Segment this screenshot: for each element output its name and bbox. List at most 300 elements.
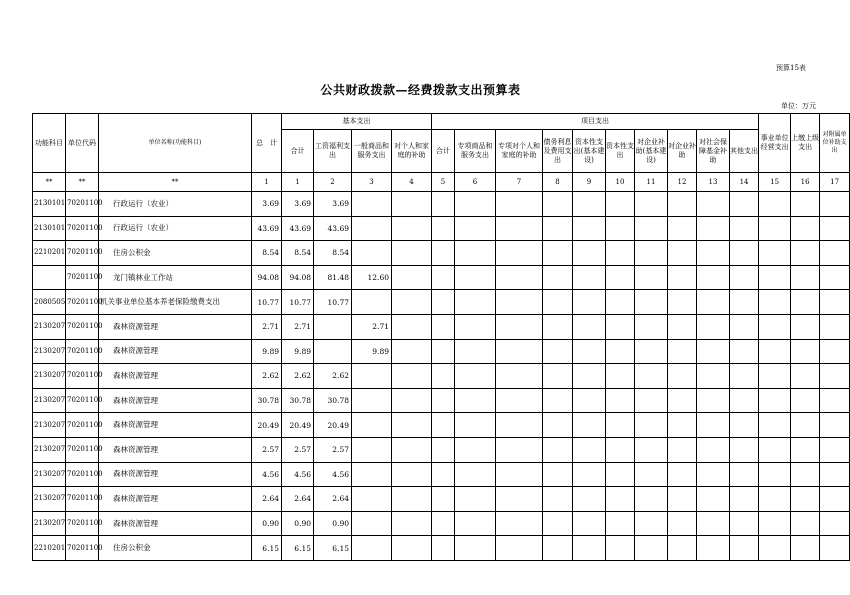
total-cell: 30.78: [252, 388, 282, 413]
table-row: [33, 241, 850, 266]
empty-cell: [668, 462, 697, 487]
empty-cell: [606, 536, 635, 561]
table-row: [33, 536, 850, 561]
empty-cell: [635, 462, 668, 487]
empty-cell: [496, 290, 543, 315]
empty-cell: [496, 437, 543, 462]
empty-cell: [668, 192, 697, 217]
personal-cell: [392, 536, 432, 561]
index-cell: 15: [759, 173, 791, 192]
unit-code-cell: 70201100: [66, 413, 99, 438]
empty-cell: [455, 241, 496, 266]
header-project-personal: 专项对个人和家庭的补助: [496, 130, 543, 173]
header-project-total: 合计: [432, 130, 455, 173]
index-cell: 1: [252, 173, 282, 192]
empty-cell: [697, 290, 730, 315]
personal-cell: [392, 192, 432, 217]
table-row: [33, 314, 850, 339]
header-project-capital-build: 资本性支出(基本建设): [573, 130, 606, 173]
unit-code-cell: 70201100: [66, 192, 99, 217]
empty-cell: [820, 290, 850, 315]
basic-total-cell: 8.54: [282, 241, 314, 266]
empty-cell: [820, 241, 850, 266]
empty-cell: [697, 511, 730, 536]
empty-cell: [791, 413, 820, 438]
empty-cell: [455, 511, 496, 536]
unit-code-cell: 70201100: [66, 314, 99, 339]
empty-cell: [759, 339, 791, 364]
empty-cell: [496, 241, 543, 266]
goods-cell: [352, 487, 392, 512]
empty-cell: [455, 536, 496, 561]
empty-cell: [759, 462, 791, 487]
empty-cell: [543, 388, 573, 413]
empty-cell: [730, 413, 759, 438]
empty-cell: [496, 536, 543, 561]
empty-cell: [455, 462, 496, 487]
table-row: [33, 192, 850, 217]
empty-cell: [759, 536, 791, 561]
empty-cell: [496, 462, 543, 487]
empty-cell: [573, 241, 606, 266]
empty-cell: [668, 241, 697, 266]
empty-cell: [496, 314, 543, 339]
index-cell: 7: [496, 173, 543, 192]
goods-cell: [352, 437, 392, 462]
goods-cell: 2.71: [352, 314, 392, 339]
index-cell: 17: [820, 173, 850, 192]
empty-cell: [432, 192, 455, 217]
empty-cell: [635, 536, 668, 561]
empty-cell: [543, 314, 573, 339]
unit-name-cell: 龙门镇林业工作站: [99, 265, 252, 290]
index-cell: 14: [730, 173, 759, 192]
wages-cell: 3.69: [314, 192, 352, 217]
wages-cell: 2.62: [314, 364, 352, 389]
empty-cell: [496, 413, 543, 438]
empty-cell: [820, 413, 850, 438]
goods-cell: [352, 364, 392, 389]
empty-cell: [697, 437, 730, 462]
func-code-cell: 2130101: [33, 216, 66, 241]
empty-cell: [573, 290, 606, 315]
empty-cell: [543, 462, 573, 487]
basic-total-cell: 43.69: [282, 216, 314, 241]
empty-cell: [635, 388, 668, 413]
total-cell: 0.90: [252, 511, 282, 536]
basic-total-cell: 10.77: [282, 290, 314, 315]
empty-cell: [730, 536, 759, 561]
header-project-enterprise-build: 对企业补助(基本建设): [635, 130, 668, 173]
index-cell: 9: [573, 173, 606, 192]
empty-cell: [606, 462, 635, 487]
wages-cell: 30.78: [314, 388, 352, 413]
total-cell: 2.62: [252, 364, 282, 389]
table-row: [33, 216, 850, 241]
table-row: [33, 364, 850, 389]
empty-cell: [730, 462, 759, 487]
empty-cell: [668, 487, 697, 512]
index-cell: 6: [455, 173, 496, 192]
empty-cell: [496, 511, 543, 536]
basic-total-cell: 2.71: [282, 314, 314, 339]
budget-table: [32, 113, 850, 561]
empty-cell: [697, 339, 730, 364]
func-code-cell: 2130207: [33, 364, 66, 389]
basic-total-cell: 94.08: [282, 265, 314, 290]
unit-name-cell: 住房公积金: [99, 241, 252, 266]
header-extra-remit: 上缴上级支出: [791, 114, 820, 173]
empty-cell: [759, 192, 791, 217]
unit-code-cell: 70201100: [66, 388, 99, 413]
empty-cell: [730, 216, 759, 241]
personal-cell: [392, 511, 432, 536]
basic-total-cell: 2.62: [282, 364, 314, 389]
empty-cell: [730, 339, 759, 364]
empty-cell: [820, 437, 850, 462]
wages-cell: [314, 314, 352, 339]
goods-cell: 9.89: [352, 339, 392, 364]
empty-cell: [573, 339, 606, 364]
empty-cell: [432, 388, 455, 413]
total-cell: 2.57: [252, 437, 282, 462]
empty-cell: [668, 536, 697, 561]
empty-cell: [496, 364, 543, 389]
header-basic-total: 合计: [282, 130, 314, 173]
wages-cell: 2.57: [314, 437, 352, 462]
empty-cell: [606, 413, 635, 438]
empty-cell: [791, 462, 820, 487]
empty-cell: [697, 314, 730, 339]
personal-cell: [392, 216, 432, 241]
personal-cell: [392, 265, 432, 290]
empty-cell: [697, 265, 730, 290]
wages-cell: 4.56: [314, 462, 352, 487]
func-code-cell: [33, 265, 66, 290]
empty-cell: [668, 314, 697, 339]
table-row: [33, 388, 850, 413]
unit-name-cell: 住房公积金: [99, 536, 252, 561]
empty-cell: [759, 437, 791, 462]
header-project-goods: 专项商品和服务支出: [455, 130, 496, 173]
personal-cell: [392, 364, 432, 389]
total-cell: 43.69: [252, 216, 282, 241]
func-code-cell: 2130207: [33, 413, 66, 438]
empty-cell: [730, 487, 759, 512]
unit-name-cell: 森林资源管理: [99, 388, 252, 413]
empty-cell: [697, 364, 730, 389]
total-cell: 2.64: [252, 487, 282, 512]
empty-cell: [455, 265, 496, 290]
empty-cell: [730, 241, 759, 266]
unit-name-cell: 森林资源管理: [99, 437, 252, 462]
empty-cell: [791, 216, 820, 241]
empty-cell: [455, 314, 496, 339]
wages-cell: 0.90: [314, 511, 352, 536]
empty-cell: [573, 314, 606, 339]
empty-cell: [573, 388, 606, 413]
header-project-other: 其他支出: [730, 130, 759, 173]
empty-cell: [759, 216, 791, 241]
empty-cell: [791, 536, 820, 561]
total-cell: 2.71: [252, 314, 282, 339]
empty-cell: [635, 216, 668, 241]
empty-cell: [791, 265, 820, 290]
wages-cell: 81.48: [314, 265, 352, 290]
empty-cell: [697, 462, 730, 487]
empty-cell: [496, 339, 543, 364]
header-func-code: 功能科目: [33, 114, 66, 173]
func-code-cell: 2130207: [33, 437, 66, 462]
total-cell: 9.89: [252, 339, 282, 364]
empty-cell: [432, 462, 455, 487]
empty-cell: [759, 388, 791, 413]
unit-name-cell: 机关事业单位基本养老保险缴费支出: [99, 290, 252, 315]
func-code-cell: 2210201: [33, 241, 66, 266]
table-row: [33, 462, 850, 487]
index-row: [33, 173, 850, 192]
empty-cell: [635, 265, 668, 290]
empty-cell: [606, 388, 635, 413]
goods-cell: 12.60: [352, 265, 392, 290]
unit-code-cell: 70201100: [66, 364, 99, 389]
header-extra-business: 事业单位经营支出: [759, 114, 791, 173]
empty-cell: [730, 290, 759, 315]
func-code-cell: 2210201: [33, 536, 66, 561]
table-row: [33, 413, 850, 438]
empty-cell: [573, 364, 606, 389]
header-basic-personal: 对个人和家庭的补助: [392, 130, 432, 173]
empty-cell: [455, 339, 496, 364]
unit-label: 单位：万元: [781, 102, 816, 110]
empty-cell: [820, 192, 850, 217]
empty-cell: [606, 216, 635, 241]
empty-cell: [820, 314, 850, 339]
empty-cell: [730, 364, 759, 389]
empty-cell: [820, 216, 850, 241]
func-code-cell: 2130101: [33, 192, 66, 217]
empty-cell: [543, 241, 573, 266]
empty-cell: [606, 241, 635, 266]
empty-cell: [668, 290, 697, 315]
empty-cell: [432, 265, 455, 290]
wages-cell: 8.54: [314, 241, 352, 266]
empty-cell: [820, 511, 850, 536]
unit-code-cell: 70201100: [66, 339, 99, 364]
unit-name-cell: 森林资源管理: [99, 364, 252, 389]
empty-cell: [759, 511, 791, 536]
empty-cell: [455, 290, 496, 315]
empty-cell: [635, 437, 668, 462]
goods-cell: [352, 536, 392, 561]
empty-cell: [606, 265, 635, 290]
func-code-cell: 2130207: [33, 388, 66, 413]
unit-code-cell: 70201100: [66, 437, 99, 462]
empty-cell: [496, 388, 543, 413]
unit-name-cell: 森林资源管理: [99, 413, 252, 438]
empty-cell: [668, 413, 697, 438]
empty-cell: [455, 437, 496, 462]
empty-cell: [573, 216, 606, 241]
wages-cell: 2.64: [314, 487, 352, 512]
empty-cell: [759, 413, 791, 438]
index-cell: 4: [392, 173, 432, 192]
empty-cell: [543, 216, 573, 241]
func-code-cell: 2130207: [33, 314, 66, 339]
unit-name-cell: 森林资源管理: [99, 462, 252, 487]
empty-cell: [791, 511, 820, 536]
empty-cell: [820, 339, 850, 364]
basic-total-cell: 2.64: [282, 487, 314, 512]
empty-cell: [759, 290, 791, 315]
header-project-debt: 债务利息及费用支出: [543, 130, 573, 173]
index-cell: 10: [606, 173, 635, 192]
personal-cell: [392, 241, 432, 266]
table-row: [33, 511, 850, 536]
empty-cell: [455, 216, 496, 241]
empty-cell: [573, 192, 606, 217]
empty-cell: [635, 413, 668, 438]
empty-cell: [573, 265, 606, 290]
empty-cell: [820, 487, 850, 512]
unit-code-cell: 70201100: [66, 241, 99, 266]
func-code-cell: 2080505: [33, 290, 66, 315]
empty-cell: [543, 487, 573, 512]
header-total: 总 计: [252, 114, 282, 173]
empty-cell: [791, 388, 820, 413]
empty-cell: [432, 511, 455, 536]
empty-cell: [791, 241, 820, 266]
empty-cell: [543, 437, 573, 462]
empty-cell: [543, 364, 573, 389]
unit-name-cell: 森林资源管理: [99, 487, 252, 512]
header-basic-wages: 工资福利支出: [314, 130, 352, 173]
empty-cell: [759, 487, 791, 512]
empty-cell: [635, 314, 668, 339]
index-cell: 12: [668, 173, 697, 192]
empty-cell: [606, 487, 635, 512]
goods-cell: [352, 241, 392, 266]
empty-cell: [820, 536, 850, 561]
header-unit-name: 单位名称(功能科目): [99, 114, 252, 173]
empty-cell: [543, 511, 573, 536]
goods-cell: [352, 192, 392, 217]
empty-cell: [573, 413, 606, 438]
table-row: [33, 487, 850, 512]
personal-cell: [392, 462, 432, 487]
empty-cell: [573, 462, 606, 487]
index-cell: 11: [635, 173, 668, 192]
empty-cell: [432, 241, 455, 266]
empty-cell: [697, 216, 730, 241]
empty-cell: [606, 437, 635, 462]
goods-cell: [352, 511, 392, 536]
basic-total-cell: 6.15: [282, 536, 314, 561]
table-row: [33, 339, 850, 364]
empty-cell: [543, 413, 573, 438]
empty-cell: [455, 388, 496, 413]
empty-cell: [432, 487, 455, 512]
index-cell: **: [33, 173, 66, 192]
empty-cell: [820, 265, 850, 290]
personal-cell: [392, 413, 432, 438]
empty-cell: [668, 265, 697, 290]
empty-cell: [606, 290, 635, 315]
goods-cell: [352, 290, 392, 315]
index-cell: 16: [791, 173, 820, 192]
func-code-cell: 2130207: [33, 462, 66, 487]
empty-cell: [791, 437, 820, 462]
table-row: [33, 265, 850, 290]
empty-cell: [820, 364, 850, 389]
empty-cell: [432, 314, 455, 339]
goods-cell: [352, 216, 392, 241]
empty-cell: [730, 437, 759, 462]
empty-cell: [759, 364, 791, 389]
personal-cell: [392, 388, 432, 413]
unit-code-cell: 70201100: [66, 487, 99, 512]
empty-cell: [606, 339, 635, 364]
total-cell: 8.54: [252, 241, 282, 266]
empty-cell: [791, 314, 820, 339]
unit-code-cell: 70201100: [66, 216, 99, 241]
empty-cell: [543, 265, 573, 290]
total-cell: 6.15: [252, 536, 282, 561]
table-row: [33, 290, 850, 315]
func-code-cell: 2130207: [33, 339, 66, 364]
index-cell: 5: [432, 173, 455, 192]
empty-cell: [543, 192, 573, 217]
empty-cell: [791, 339, 820, 364]
index-cell: 3: [352, 173, 392, 192]
empty-cell: [455, 364, 496, 389]
empty-cell: [668, 437, 697, 462]
empty-cell: [432, 536, 455, 561]
total-cell: 20.49: [252, 413, 282, 438]
goods-cell: [352, 462, 392, 487]
wages-cell: [314, 339, 352, 364]
wages-cell: 20.49: [314, 413, 352, 438]
personal-cell: [392, 437, 432, 462]
wages-cell: 10.77: [314, 290, 352, 315]
empty-cell: [791, 192, 820, 217]
empty-cell: [730, 265, 759, 290]
empty-cell: [759, 241, 791, 266]
empty-cell: [573, 487, 606, 512]
total-cell: 10.77: [252, 290, 282, 315]
empty-cell: [455, 192, 496, 217]
empty-cell: [697, 536, 730, 561]
empty-cell: [697, 388, 730, 413]
personal-cell: [392, 290, 432, 315]
empty-cell: [635, 511, 668, 536]
empty-cell: [697, 487, 730, 512]
empty-cell: [791, 487, 820, 512]
func-code-cell: 2130207: [33, 487, 66, 512]
func-code-cell: 2130207: [33, 511, 66, 536]
form-number: 预算15表: [776, 64, 806, 72]
unit-name-cell: 森林资源管理: [99, 511, 252, 536]
empty-cell: [820, 462, 850, 487]
index-cell: **: [66, 173, 99, 192]
empty-cell: [635, 241, 668, 266]
empty-cell: [455, 487, 496, 512]
empty-cell: [697, 413, 730, 438]
wages-cell: 6.15: [314, 536, 352, 561]
unit-code-cell: 70201100: [66, 290, 99, 315]
goods-cell: [352, 413, 392, 438]
unit-name-cell: 森林资源管理: [99, 314, 252, 339]
